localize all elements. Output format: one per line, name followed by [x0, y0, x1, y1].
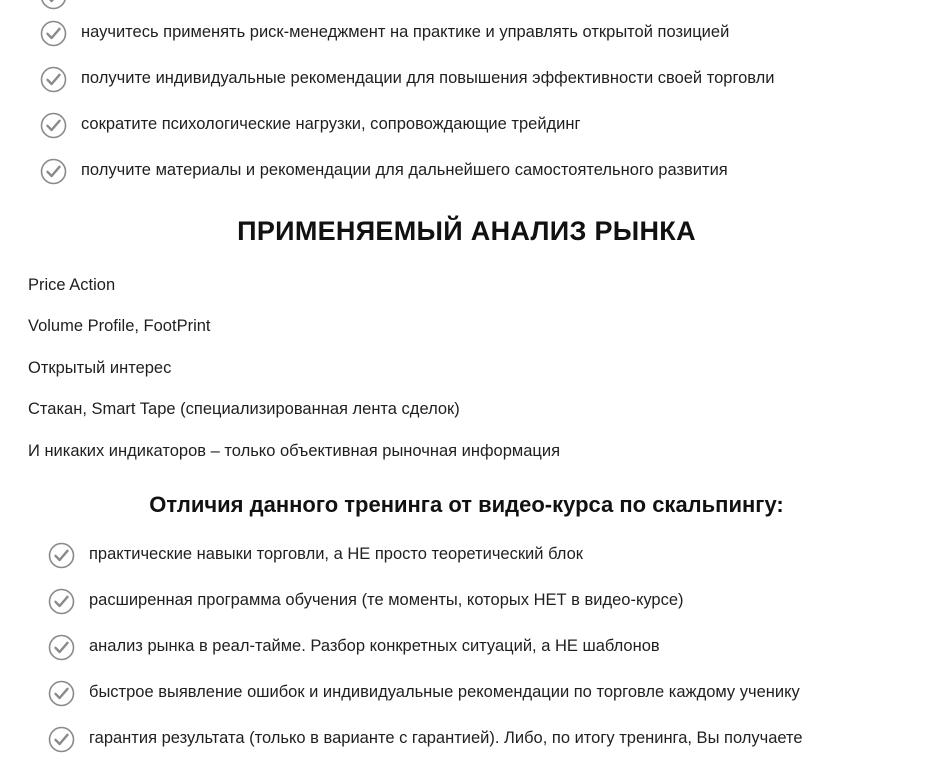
list-item-label: получите индивидуальные рекомендации для повышения эффективности своей торговли: [81, 69, 775, 88]
section-title-market-analysis: ПРИМЕНЯЕМЫЙ АНАЛИЗ РЫНКА: [237, 216, 696, 246]
list-item-label: получите материалы и рекомендации для дальнейшего самостоятельного развития: [81, 161, 728, 180]
list-item-label: быстрое выявление ошибок и индивидуальные рекомендации по торговле каждому ученику: [89, 683, 800, 702]
list-item: [48, 716, 907, 762]
list-item: [40, 56, 907, 102]
check-circle-icon: [40, 20, 67, 47]
check-circle-icon: [48, 726, 75, 753]
list-item: И никаких индикаторов – только объективная рыночная информация: [28, 441, 561, 460]
check-circle-icon: [48, 634, 75, 661]
list-item: [40, 10, 907, 56]
list-item-label: сократите психологические нагрузки, сопровождающие трейдинг: [81, 115, 581, 134]
check-circle-icon: [48, 680, 75, 707]
check-circle-icon: [40, 112, 67, 139]
check-circle-icon: [48, 588, 75, 615]
list-item-label: научитесь применять риск-менеджмент на практике и управлять открытой позицией: [81, 23, 730, 42]
list-item-label: расширенная программа обучения (те моменты, которых НЕТ в видео-курсе): [89, 591, 684, 610]
section-title-differences: Отличия данного тренинга от видео-курса по скальпингу:: [149, 492, 784, 518]
check-circle-icon: [48, 542, 75, 569]
list-item-partial: [26, 0, 907, 10]
list-item: Price Action: [28, 276, 116, 294]
list-item-label: практические навыки торговли, а НЕ просто теоретический блок: [89, 545, 583, 564]
market-analysis-list: [26, 265, 907, 472]
list-item: [40, 102, 907, 148]
list-item: [48, 670, 907, 716]
check-circle-icon: [40, 0, 67, 10]
check-circle-icon: [40, 66, 67, 93]
list-item: [40, 148, 907, 194]
differences-list: [26, 532, 907, 762]
list-item: Volume Profile, FootPrint: [28, 317, 211, 336]
list-item: Стакан, Smart Tape (специализированная лента сделок): [28, 400, 460, 419]
benefits-list: [26, 10, 907, 194]
list-item-label: гарантия результата (только в варианте с гарантией). Либо, по итогу тренинга, Вы получаете: [89, 729, 803, 748]
list-item: [48, 532, 907, 578]
check-circle-icon: [40, 158, 67, 185]
list-item: [48, 624, 907, 670]
list-item-label: анализ рынка в реал-тайме. Разбор конкретных ситуаций, а НЕ шаблонов: [89, 637, 660, 656]
list-item: Открытый интерес: [28, 358, 172, 377]
list-item: [48, 578, 907, 624]
